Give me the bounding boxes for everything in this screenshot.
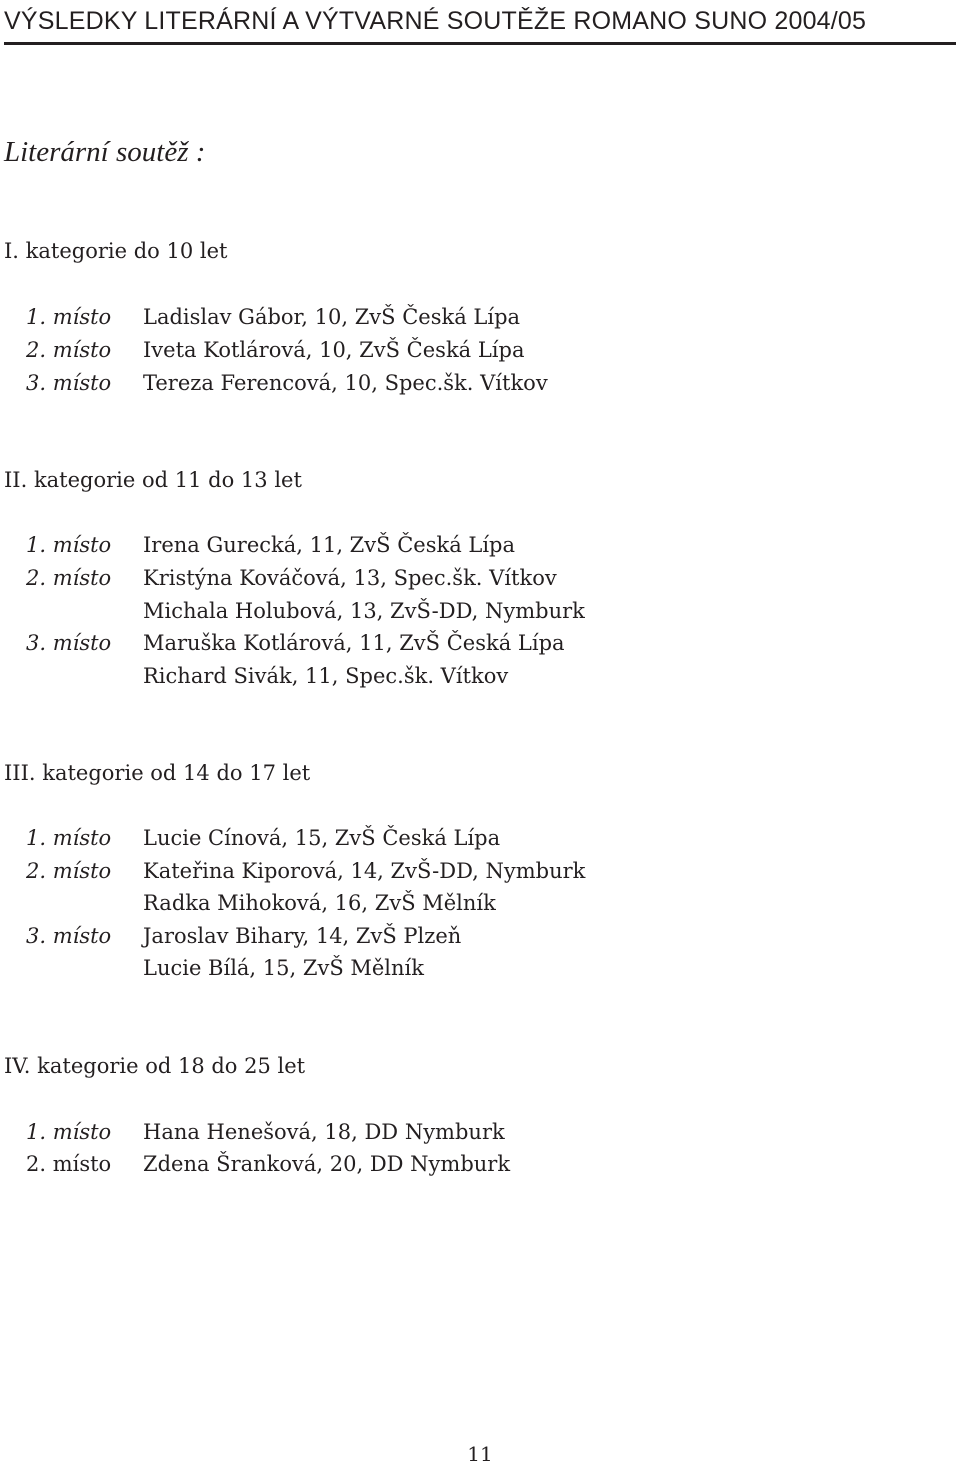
result-row: [0, 822, 960, 854]
winner-entry: Kristýna Kováčová, 13, Spec.šk. Vítkov: [143, 566, 557, 590]
result-row: [0, 301, 960, 333]
category-title: III. kategorie od 14 do 17 let: [4, 761, 311, 785]
place-label: 2. místo: [26, 859, 112, 883]
result-row: [0, 952, 960, 984]
result-row: [0, 562, 960, 594]
category-title: IV. kategorie od 18 do 25 let: [4, 1054, 306, 1078]
winner-entry: Jaroslav Bihary, 14, ZvŠ Plzeň: [143, 924, 462, 948]
result-row: [0, 595, 960, 627]
place-label: 1. místo: [26, 533, 112, 557]
section-title: Literární soutěž :: [4, 136, 206, 168]
result-row: [0, 887, 960, 919]
place-label: 3. místo: [26, 631, 112, 655]
result-row: [0, 627, 960, 659]
place-label: 1. místo: [26, 826, 112, 850]
result-row: [0, 529, 960, 561]
category-title: II. kategorie od 11 do 13 let: [4, 468, 302, 492]
result-row: [0, 660, 960, 692]
winner-entry: Lucie Bílá, 15, ZvŠ Mělník: [143, 956, 424, 980]
result-row: [0, 1116, 960, 1148]
place-label: 1. místo: [26, 305, 112, 329]
place-label: 2. místo: [26, 338, 112, 362]
result-row: [0, 855, 960, 887]
result-row: [0, 920, 960, 952]
winner-entry: Radka Mihoková, 16, ZvŠ Mělník: [143, 891, 496, 915]
document-title: VÝSLEDKY LITERÁRNÍ A VÝTVARNÉ SOUTĚŽE ROMANO SUNO 2004/05: [4, 7, 867, 35]
result-row: [0, 334, 960, 366]
winner-entry: Zdena Šranková, 20, DD Nymburk: [143, 1152, 511, 1176]
place-label: 3. místo: [26, 924, 112, 948]
winner-entry: Richard Sivák, 11, Spec.šk. Vítkov: [143, 664, 509, 688]
winner-entry: Iveta Kotlárová, 10, ZvŠ Česká Lípa: [143, 338, 525, 362]
winner-entry: Kateřina Kiporová, 14, ZvŠ-DD, Nymburk: [143, 859, 586, 883]
place-label: 2. místo: [26, 566, 112, 590]
place-label: 1. místo: [26, 1120, 112, 1144]
winner-entry: Irena Gurecká, 11, ZvŠ Česká Lípa: [143, 533, 516, 557]
result-row: [0, 1148, 960, 1180]
winner-entry: Lucie Cínová, 15, ZvŠ Česká Lípa: [143, 826, 501, 850]
winner-entry: Maruška Kotlárová, 11, ZvŠ Česká Lípa: [143, 631, 565, 655]
place-label: 3. místo: [26, 371, 112, 395]
winner-entry: Hana Henešová, 18, DD Nymburk: [143, 1120, 505, 1144]
result-row: [0, 367, 960, 399]
winner-entry: Ladislav Gábor, 10, ZvŠ Česká Lípa: [143, 305, 521, 329]
winner-entry: Tereza Ferencová, 10, Spec.šk. Vítkov: [143, 371, 548, 395]
winner-entry: Michala Holubová, 13, ZvŠ-DD, Nymburk: [143, 599, 585, 623]
place-label: 2. místo: [26, 1152, 112, 1176]
page-header: [4, 4, 956, 45]
category-title: I. kategorie do 10 let: [4, 239, 228, 263]
page-number: 11: [467, 1442, 493, 1466]
